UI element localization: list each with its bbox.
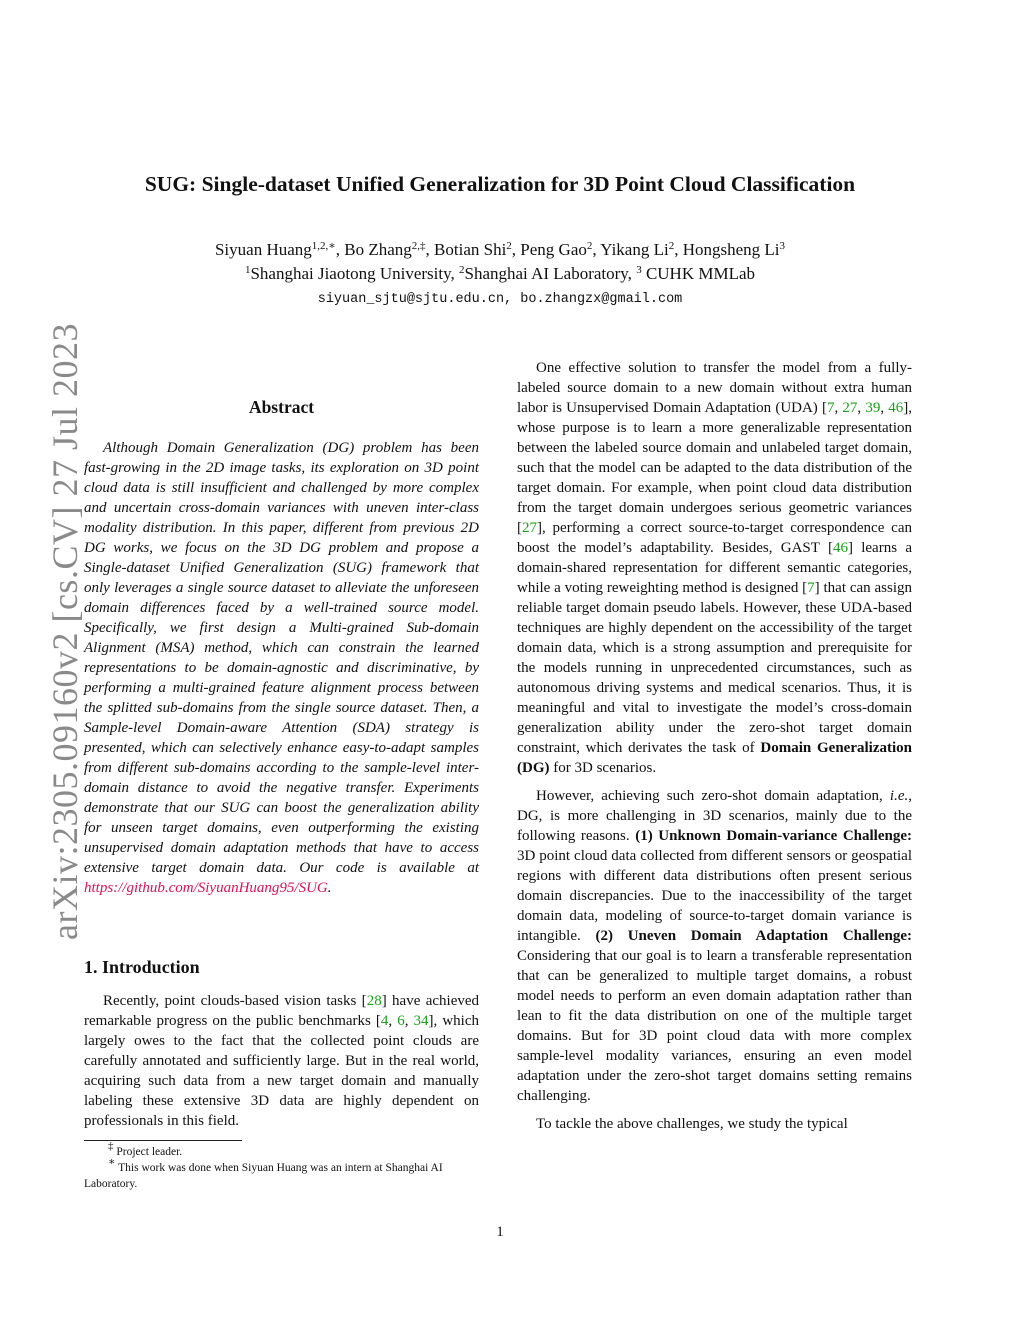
footnote (84, 1156, 479, 1192)
footnote-text: This work was done when Siyuan Huang was an intern at Shanghai AI Laboratory. (84, 1162, 443, 1190)
arxiv-identifier: arXiv:2305.09160v2 [cs.CV] 27 Jul 2023 (45, 323, 85, 940)
paragraph: To tackle the above challenges, we study the typical (536, 1116, 848, 1132)
text-run: ], which largely owes to the fact that the collected point clouds are carefully annotated and sufficiently large. But in the real world, acquiring such data from a new target domain and manually labeling these extensive 3D data are highly dependent on professionals in this field. (84, 1013, 480, 1129)
footnote-text: Project leader. (113, 1146, 183, 1158)
author-list (0, 240, 1000, 260)
intro-paragraph (84, 991, 479, 1131)
affiliation-name: Shanghai Jiaotong University, (250, 264, 459, 283)
abstract-text: Although Domain Generalization (DG) problem has been fast-growing in the 2D image tasks, its exploration on 3D point cloud data is still insufficient and challenged by more complex and uncertain cross-domain variances with uneven inter-class modality distribution. In this paper, different from previous 2D DG works, we focus on the 3D DG problem and propose a Single-dataset Unified Generalization (SUG) framework that only leverages a single source dataset to alleviate the unforeseen domain differences faced by a well-trained source model. Specifically, we first design a Multi-grained Sub-domain Alignment (MSA) method, which can constrain the learned representations to be domain-agnostic and discriminative, by performing a multi-grained feature alignment process between the splitted sub-domains from the single source dataset. Then, a Sample-level Domain-aware Attention (SDA) strategy is presented, which can selectively enhance easy-to-adapt samples from different sub-domains according to the sample-level inter-domain distance to avoid the negative transfer. Experiments demonstrate that our SUG can boost the generalization ability for unseen target domains, even outperforming the existing unsupervised domain adaptation methods that have to access extensive target domain data. Our code is available at (84, 440, 479, 876)
citation-link[interactable]: 7 (826, 400, 835, 416)
text-run: , (834, 400, 843, 416)
paragraph (517, 786, 912, 1106)
abstract-heading: Abstract (248, 397, 315, 417)
footnote-mark: ‡ (108, 1140, 114, 1152)
bold-term: (2) Uneven Domain Adaptation Challenge: (595, 928, 912, 944)
citation-link[interactable]: 39 (865, 400, 881, 416)
citation-link[interactable]: 34 (413, 1013, 429, 1029)
abstract-end: . (327, 880, 332, 896)
text-run: ], whose purpose is to learn a more generalizable representation between the labeled source domain and unlabeled target domain, such that the model can be adapted to the data distribution of the target domain. For example, when point cloud data distribution from the target domain undergoes serious geometric variances [ (517, 400, 912, 536)
italic-term: i.e. (889, 788, 909, 804)
text-run: One effective solution to transfer the model from a fully-labeled source domain to a new domain without extra human labor is Unsupervised Domain Adaptation (UDA) [ (517, 360, 912, 416)
text-run: , (388, 1013, 398, 1029)
arxiv-side-stamp (22, 323, 85, 940)
text-run: , (404, 1013, 414, 1029)
citation-link[interactable]: 27 (522, 520, 537, 536)
author-name: , Hongsheng Li (674, 240, 780, 259)
footnotes (84, 1140, 479, 1192)
author-affiliation-mark: 1,2,∗ (311, 240, 336, 252)
citation-link[interactable]: 6 (397, 1013, 405, 1029)
author-name: , Yikang Li (592, 240, 669, 259)
affiliation-name: Shanghai AI Laboratory, (464, 264, 637, 283)
text-run: ] have achieved remarkable progress on the public benchmarks [ (84, 993, 480, 1029)
citation-link[interactable]: 46 (832, 540, 848, 556)
text-run: , (857, 400, 866, 416)
page-number: 1 (496, 1224, 504, 1240)
text-run: However, achieving such zero-shot domain adaptation, (536, 788, 890, 804)
text-run: ] learns a domain-shared representation for different semantic categories, while a voting reweighting method is designed [ (517, 540, 912, 596)
footnote-mark: ∗ (108, 1156, 116, 1168)
paragraph (517, 358, 912, 778)
author-affiliation-mark: 2 (506, 240, 512, 252)
text-run: Recently, point clouds-based vision tasks [ (103, 993, 367, 1009)
author-affiliation-mark: 2 (668, 240, 675, 252)
citation-link[interactable]: 27 (842, 400, 858, 416)
author-name: , Botian Shi (425, 240, 507, 259)
text-run: ] that can assign reliable target domain pseudo labels. However, these UDA-based techniques are highly dependent on the accessibility of the target domain data, which is a strong assumption and prerequisite for the models running in unprecedented circumstances, such as autonomous driving systems and medical scenarios. Thus, it is meaningful and vital to investigate the model’s cross-domain generalization ability under the zero-shot target domain constraint, which derivates the task of (517, 580, 912, 756)
author-affiliation-mark: 2,‡ (411, 240, 426, 252)
abstract-body (84, 438, 479, 898)
author-affiliation-mark: 3 (779, 240, 786, 252)
section-heading-introduction: 1. Introduction (84, 957, 200, 977)
citation-link[interactable]: 4 (380, 1013, 389, 1029)
affiliations (0, 264, 1000, 284)
citation-link[interactable]: 7 (807, 580, 815, 596)
author-name: , Peng Gao (511, 240, 587, 259)
author-name: , Bo Zhang (335, 240, 412, 259)
affiliation-mark: 1 (244, 264, 251, 276)
code-link[interactable]: https://github.com/SiyuanHuang95/SUG (84, 880, 328, 896)
right-column (517, 358, 912, 1134)
citation-link[interactable]: 46 (888, 400, 904, 416)
bold-term: Domain Generalization (DG) (517, 740, 912, 776)
paper-title: SUG: Single-dataset Unified Generalization for 3D Point Cloud Classification (144, 172, 856, 196)
text-run: for 3D scenarios. (549, 760, 657, 776)
author-name: Siyuan Huang (214, 240, 312, 259)
affiliation-mark: 2 (459, 264, 465, 276)
affiliation-name: CUHK MMLab (641, 264, 756, 283)
footnote (84, 1140, 479, 1160)
author-affiliation-mark: 2 (586, 240, 593, 252)
text-run: Considering that our goal is to learn a transferable representation that can be generalized to multiple target domains, a robust model needs to perform an even domain adaptation rather than lean to fit the data distribution on one of the multiple target domains. But for 3D point cloud data with more complex sample-level modality variances, ensuring an even model adaptation under the zero-shot target domains setting remains challenging. (517, 948, 912, 1104)
text-run: 3D point cloud data collected from different sensors or geospatial regions with different data distributions often present serious domain discrepancies. Due to the inaccessibility of the target domain data, modeling of source-to-target domain variance is intangible. (517, 848, 912, 944)
text-run: , DG, is more challenging in 3D scenarios, mainly due to the following reasons. (517, 788, 912, 844)
bold-term: (1) Unknown Domain-variance Challenge: (635, 828, 912, 844)
text-run: ], performing a correct source-to-target correspondence can boost the model’s adaptability. Besides, GAST [ (517, 520, 912, 556)
author-emails: siyuan_sjtu@sjtu.edu.cn, bo.zhangzx@gmail.com (317, 292, 683, 307)
citation-link[interactable]: 28 (366, 993, 382, 1009)
text-run: , (880, 400, 889, 416)
affiliation-mark: 3 (636, 264, 642, 276)
